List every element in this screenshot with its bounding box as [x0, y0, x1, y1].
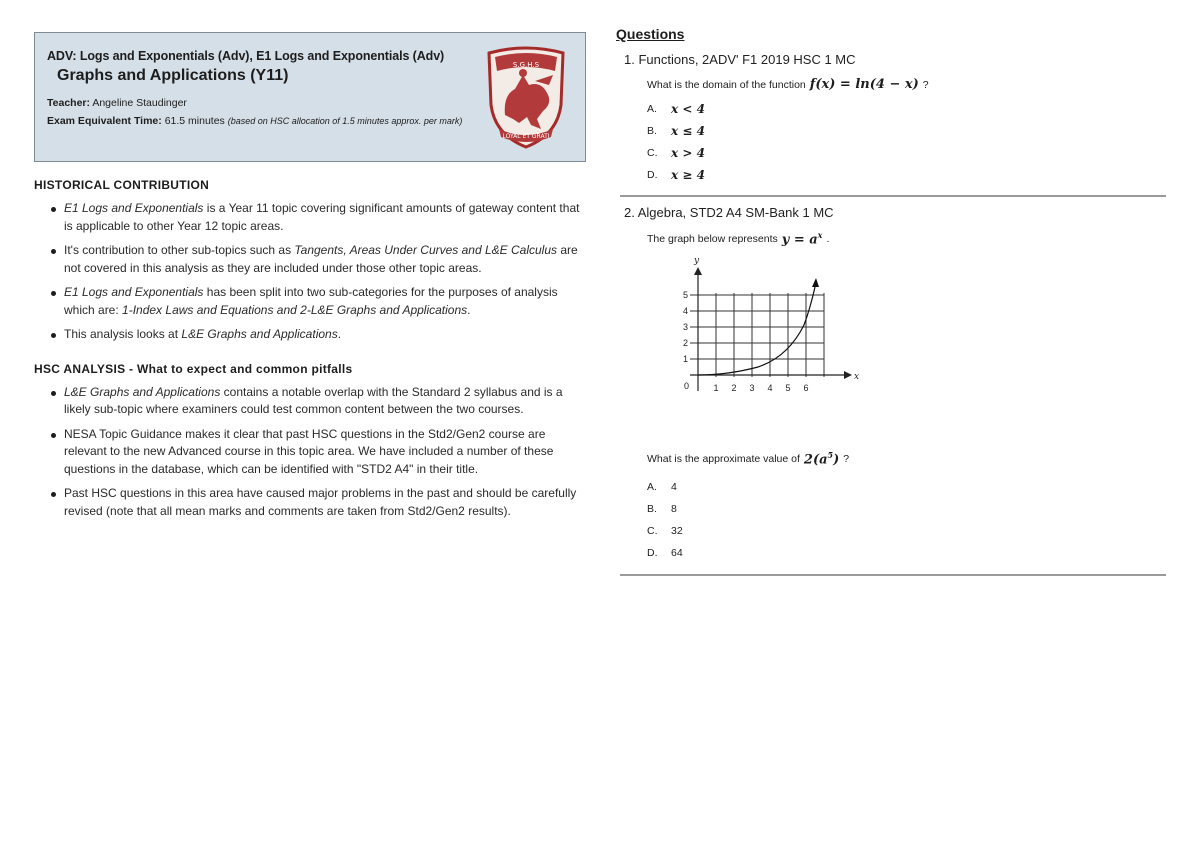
svg-text:S.G.H.S: S.G.H.S	[512, 61, 540, 69]
option-a[interactable]: A. x < 4	[647, 102, 705, 116]
question-2-text-2: What is the approximate value of $2(a^5)$ ?	[647, 450, 850, 468]
list-item: Past HSC questions in this area have caused major problems in the past and should be carefully revised (note that all mean marks and comments are taken from Std2/Gen2 results).	[34, 485, 586, 520]
x-tick: 2	[731, 383, 737, 394]
option-c[interactable]: C. 32	[647, 524, 683, 537]
graph-grid	[690, 293, 824, 377]
exam-time-line	[47, 115, 467, 127]
list-item: E1 Logs and Exponentials is a Year 11 topic covering significant amounts of gateway content that is applicable to other Year 12 topic areas.	[34, 200, 586, 235]
origin-label: 0	[684, 381, 690, 392]
historical-list	[34, 200, 586, 344]
y-tick: 5	[682, 290, 688, 301]
questions-column	[616, 26, 1168, 584]
curve-arrow	[812, 278, 819, 287]
question-2-text: The graph below represents $y = a^x$ .	[647, 230, 830, 248]
teacher-label: Teacher:	[47, 97, 90, 109]
summary-column	[34, 32, 586, 527]
question-1-text: What is the domain of the function f(x) = ln(4 − x) ?	[647, 77, 929, 92]
option-b[interactable]: B. 8	[647, 502, 677, 515]
x-axis-arrow	[844, 371, 852, 379]
x-label: x	[854, 372, 860, 383]
x-tick: 1	[713, 383, 719, 394]
svg-text:LOYAL ET GRATI: LOYAL ET GRATI	[502, 133, 550, 140]
question-1-heading: 1. Functions, 2ADV' F1 2019 HSC 1 MC	[624, 52, 856, 67]
x-tick: 6	[803, 383, 809, 394]
question-1-options	[647, 98, 1168, 186]
y-label: y	[694, 256, 700, 267]
question-2-options	[647, 476, 1168, 564]
option-c[interactable]: C. x > 4	[647, 146, 705, 160]
question-2	[616, 205, 1168, 564]
divider	[620, 195, 1166, 197]
topic-subtitle: ADV: Logs and Exponentials (Adv), E1 Logs and Exponentials (Adv)	[47, 49, 445, 63]
list-item: L&E Graphs and Applications contains a notable overlap with the Standard 2 syllabus and is a likely sub-topic where examiners could test common content between the two courses.	[34, 384, 586, 419]
y-axis-arrow	[694, 267, 702, 275]
list-item: NESA Topic Guidance makes it clear that past HSC questions in the Std2/Gen2 course are relevant to the new Advanced course in this topic area. We have included a number of these questions in the database, which can be identified with "STD2 A4" in their title.	[34, 426, 586, 479]
question-2-math: $y = a^x$	[781, 230, 823, 248]
y-tick: 2	[682, 338, 688, 349]
historical-heading: HISTORICAL CONTRIBUTION	[34, 178, 210, 192]
questions-title: Questions	[616, 26, 685, 42]
list-item: E1 Logs and Exponentials has been split into two sub-categories for the purposes of analysis which are: 1-Index Laws and Equations and 2-L&E Graphs and Applications.	[34, 284, 586, 319]
topic-title: Graphs and Applications (Y11)	[57, 67, 289, 84]
exam-time-label: Exam Equivalent Time:	[47, 115, 162, 127]
school-crest-logo	[483, 45, 569, 151]
x-tick: 3	[749, 383, 755, 394]
exam-time-note: (based on HSC allocation of 1.5 minutes approx. per mark)	[227, 116, 463, 126]
option-d[interactable]: D. x ≥ 4	[647, 168, 705, 182]
x-tick: 4	[767, 383, 773, 394]
question-2-math-2: $2(a^5)$	[803, 450, 840, 468]
teacher-name: Angeline Staudinger	[92, 97, 187, 109]
y-tick: 1	[682, 354, 688, 365]
x-tick: 5	[785, 383, 791, 394]
topic-header	[34, 32, 586, 162]
y-tick: 4	[682, 306, 688, 317]
list-item: This analysis looks at L&E Graphs and Applications.	[34, 326, 586, 344]
option-b[interactable]: B. x ≤ 4	[647, 124, 705, 138]
divider	[620, 574, 1166, 576]
question-2-heading: 2. Algebra, STD2 A4 SM-Bank 1 MC	[624, 205, 834, 220]
analysis-list	[34, 384, 586, 521]
question-1-math: f(x) = ln(4 − x)	[809, 77, 919, 92]
option-a[interactable]: A. 4	[647, 480, 677, 493]
y-tick: 3	[682, 322, 688, 333]
question-1	[616, 52, 1168, 186]
exponential-graph	[668, 255, 868, 425]
analysis-heading: HSC ANALYSIS - What to expect and common pitfalls	[34, 361, 353, 376]
list-item: It's contribution to other sub-topics such as Tangents, Areas Under Curves and L&E Calculus are not covered in this analysis as they are included under those other topic areas.	[34, 242, 586, 277]
exam-time-value: 61.5 minutes	[164, 115, 225, 127]
option-d[interactable]: D. 64	[647, 546, 683, 559]
